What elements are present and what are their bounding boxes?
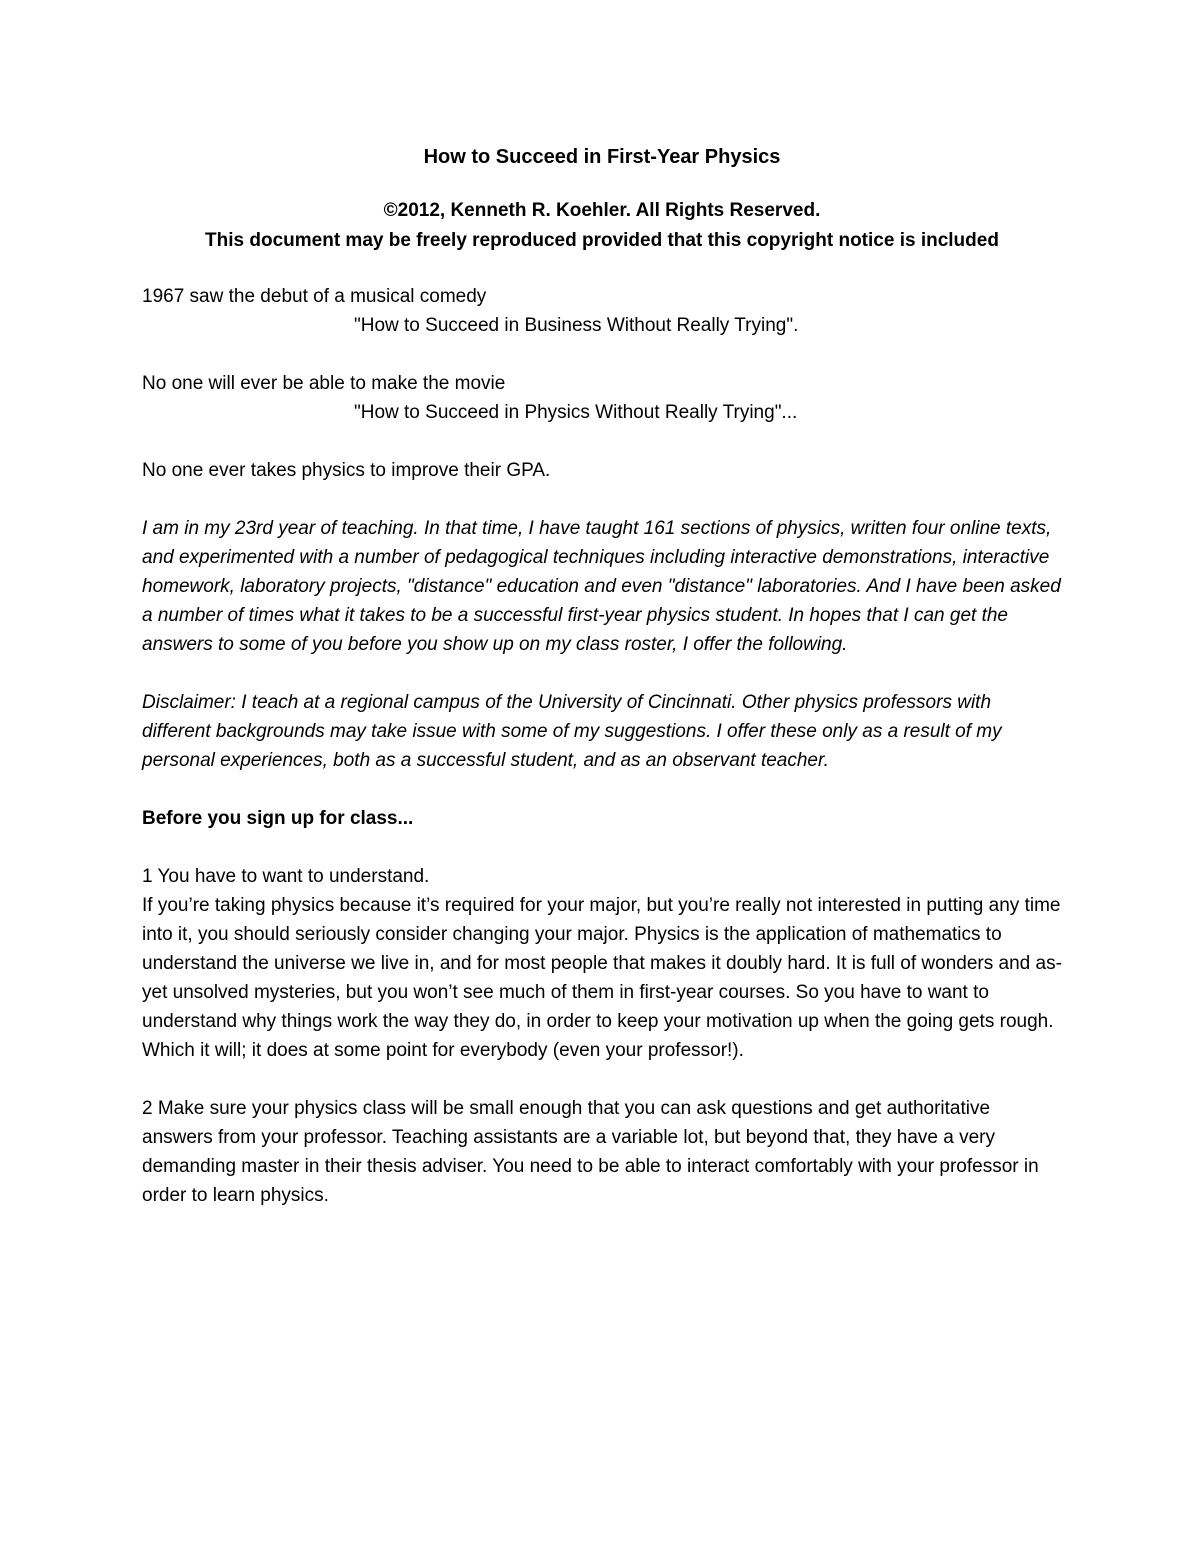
disclaimer-paragraph: Disclaimer: I teach at a regional campus of the University of Cincinnati. Other physics professors with different backgrounds may take issue with some of my suggestions. I offer these only as a result of my personal experiences, both as a successful student, and as an observant teacher.: [142, 692, 1002, 771]
item-1-body: If you’re taking physics because it’s required for your major, but you’re really not interested in putting any time into it, you should seriously consider changing your major. Physics is the application of mathematics to understand the universe we live in, and for most people that makes it doubly hard. It is full of wonders and as-yet unsolved mysteries, but you won’t see much of them in first-year courses. So you have to want to understand why things work the way they do, in order to keep your motivation up when the going gets rough. Which it will; it does at some point for everybody (even your professor!).: [142, 895, 1062, 1061]
intro-musical-line1: 1967 saw the debut of a musical comedy: [142, 286, 487, 307]
intro-movie-title: "How to Succeed in Physics Without Really Trying"...: [354, 402, 798, 423]
copyright-notice: [142, 196, 1062, 256]
document-title: How to Succeed in First-Year Physics: [423, 146, 781, 168]
copyright-line: ©2012, Kenneth R. Koehler. All Rights Reserved.: [383, 200, 821, 221]
item-1-heading: 1 You have to want to understand.: [142, 866, 430, 887]
item-1: [142, 862, 1062, 1065]
intro-musical-title: "How to Succeed in Business Without Really Trying".: [354, 315, 799, 336]
teaching-paragraph: I am in my 23rd year of teaching. In that time, I have taught 161 sections of physics, written four online texts, and experimented with a number of pedagogical techniques including interactive demonstrations, interactive homework, laboratory projects, "distance" education and even "distance" laboratories. And I have been asked a number of times what it takes to be a successful first-year physics student. In hopes that I can get the answers to some of you before you show up on my class roster, I offer the following.: [142, 518, 1061, 655]
document-content: [142, 140, 1062, 1239]
intro-movie-line1: No one will ever be able to make the movie: [142, 373, 506, 394]
intro-movie: [142, 369, 1062, 427]
intro-musical: [142, 282, 1062, 340]
reproduction-line: This document may be freely reproduced provided that this copyright notice is included: [205, 230, 999, 251]
gpa-statement: No one ever takes physics to improve their GPA.: [142, 460, 551, 481]
item-2: 2 Make sure your physics class will be small enough that you can ask questions and get authoritative answers from your professor. Teaching assistants are a variable lot, but beyond that, they have a very demanding master in their thesis adviser. You need to be able to interact comfortably with your professor in order to learn physics.: [142, 1098, 1039, 1206]
section-heading: Before you sign up for class...: [142, 808, 414, 829]
